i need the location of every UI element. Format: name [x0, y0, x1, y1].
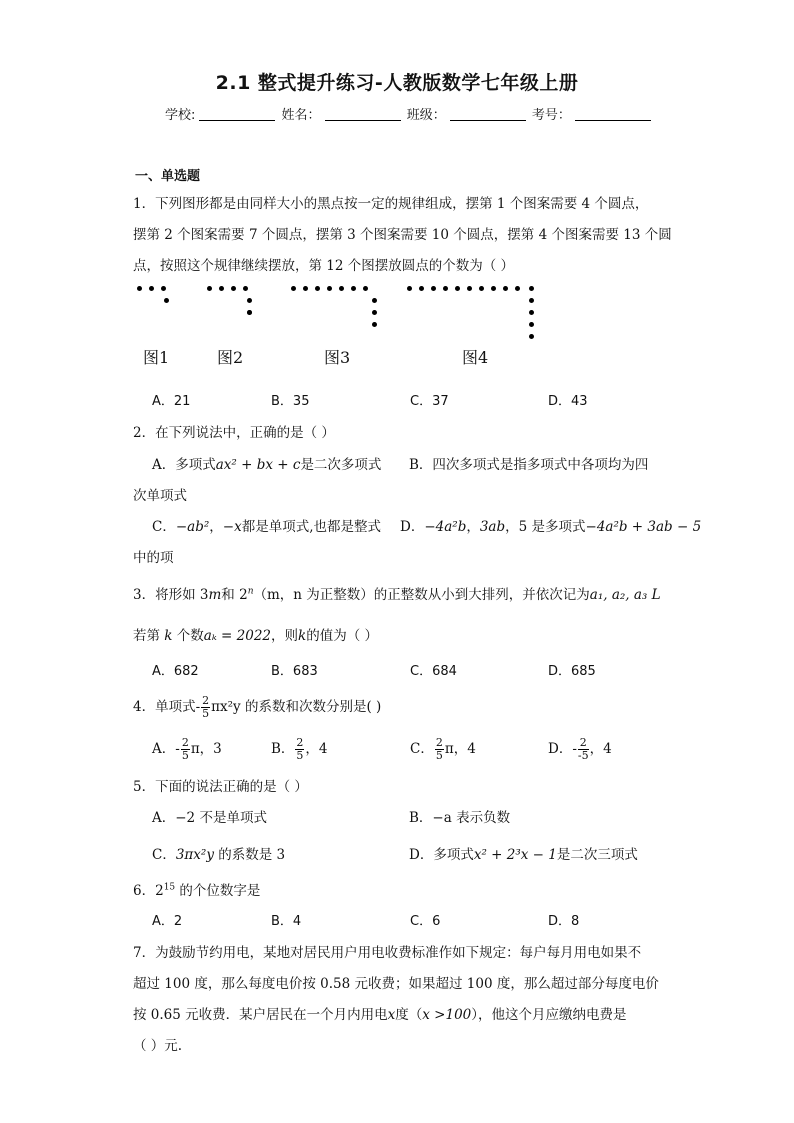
exam-no-field[interactable] [575, 107, 651, 121]
q4-c-fraction [435, 737, 444, 762]
q1-option-a[interactable]: A．21 [152, 394, 191, 409]
q3-l1-seq: a₁, a₂, a₃ L [589, 587, 661, 603]
q4-option-d[interactable] [548, 737, 612, 762]
q6-stem-pre: 6． [133, 883, 156, 899]
q4-d-frac-num: 2 [579, 736, 587, 749]
q6-stem-base: 2 [155, 883, 164, 899]
q3-l2-k2: k [298, 628, 307, 644]
fig-label-3: 图3 [324, 348, 351, 367]
q4-c-frac-den: 5 [435, 749, 443, 762]
q5-option-c[interactable] [152, 843, 285, 863]
fig-label-2: 图2 [217, 348, 244, 367]
q7-l3-pre: 按 0.65 元收费．某户居民在一个月内用电 [133, 1007, 388, 1023]
q2-c-expr1: −ab² [175, 519, 210, 535]
q3-l2-pre: 若第 [133, 628, 160, 644]
q4-d-post: ，4 [589, 741, 612, 757]
dot [351, 286, 356, 291]
q1-line1: 1．下列图形都是由同样大小的黑点按一定的规律组成，摆第 1 个图案需要 4 个圆点， [133, 196, 649, 212]
q5-c-expr: 3πx²y [175, 847, 214, 863]
q4-a-frac-num: 2 [181, 736, 189, 749]
q6-option-c[interactable]: C．6 [410, 914, 441, 929]
q4-a-post: π，3 [190, 741, 222, 757]
dot [467, 286, 472, 291]
dot [503, 286, 508, 291]
dot [455, 286, 460, 291]
q7-line3 [133, 1003, 627, 1023]
q1-option-d[interactable]: D．43 [548, 394, 588, 409]
q3-l1-m: m [208, 587, 222, 603]
dot [529, 334, 534, 339]
q4-c-pre: C． [410, 741, 434, 757]
page-title: 2.1 整式提升练习-人教版数学七年级上册 [215, 72, 579, 94]
q3-l2-expr: aₖ = 2022 [203, 628, 272, 644]
q3-l1-and: 和 2 [221, 587, 248, 603]
q4-option-a[interactable] [152, 737, 222, 762]
q2-option-a[interactable] [152, 453, 381, 473]
student-info-row [165, 104, 653, 123]
q2-c-expr2: −x [222, 519, 242, 535]
q1-option-c[interactable]: C．37 [410, 394, 449, 409]
q3-l1-pre: 3．将形如 3 [133, 587, 209, 603]
class-label: 班级： [406, 108, 446, 123]
q4-b-pre: B． [271, 741, 295, 757]
q4-stem-frac-num: 2 [202, 694, 210, 707]
q4-stem-fraction [201, 695, 210, 720]
q4-a-pre: A．- [152, 741, 180, 757]
dot [431, 286, 436, 291]
q2-d-mid2: ，5 是多项式 [505, 519, 586, 535]
q7-line2: 超过 100 度，那么每度电价按 0.58 元收费；如果超过 100 度，那么超过部分每度电价 [133, 976, 659, 992]
q3-option-b[interactable]: B．683 [271, 664, 318, 679]
dot [372, 298, 377, 303]
dot [247, 298, 252, 303]
q4-b-post: ，4 [305, 741, 328, 757]
q3-l1-post: （m，n 为正整数）的正整数从小到大排列，并依次记为 [253, 587, 590, 603]
q2-a-prefix: A．多项式 [152, 457, 216, 473]
q7-l3-x: x [387, 1007, 396, 1023]
q4-a-fraction [181, 737, 190, 762]
q3-option-c[interactable]: C．684 [410, 664, 457, 679]
q4-b-frac-num: 2 [296, 736, 304, 749]
q7-l3-post: ），他这个月应缴纳电费是 [471, 1007, 627, 1023]
q3-option-d[interactable]: D．685 [548, 664, 596, 679]
q4-stem-post: πx²y 的系数和次数分别是( ) [211, 699, 382, 715]
q5-option-b[interactable]: B．−a 表示负数 [409, 810, 511, 826]
q5-option-a[interactable]: A．−2 不是单项式 [152, 810, 267, 826]
q2-d-prefix: D． [400, 519, 425, 535]
dot [443, 286, 448, 291]
q7-l3-mid: 度（ [395, 1007, 423, 1023]
q4-d-fraction [578, 737, 589, 762]
dot [247, 310, 252, 315]
q6-stem-exp: 15 [163, 882, 176, 893]
dot [419, 286, 424, 291]
q4-d-pre: D．- [548, 741, 577, 757]
q1-line3: 点，按照这个规律继续摆放，第 12 个图摆放圆点的个数为（ ） [133, 258, 515, 274]
q7-line4: （ ）元. [133, 1038, 183, 1054]
q5-c-post: 的系数是 3 [213, 847, 286, 863]
q3-l2-end: 的值为（ ） [306, 628, 378, 644]
q2-d-expr3: −4a²b + 3ab − 5 [585, 519, 702, 535]
school-label: 学校: [165, 108, 196, 123]
q2-c-sep: ， [209, 519, 223, 535]
q1-option-b[interactable]: B．35 [271, 394, 310, 409]
dot [161, 286, 166, 291]
dot [372, 322, 377, 327]
q3-l1-n: n [247, 586, 254, 597]
dot [137, 286, 142, 291]
q6-stem [133, 879, 260, 899]
q6-option-b[interactable]: B．4 [271, 914, 302, 929]
q6-option-d[interactable]: D．8 [548, 914, 580, 929]
q2-option-d[interactable] [400, 515, 701, 535]
q5-stem: 5．下面的说法正确的是（ ） [133, 779, 308, 795]
dot [291, 286, 296, 291]
q2-d-expr1: −4a²b [424, 519, 467, 535]
q2-a-suffix: 是二次多项式 [300, 457, 382, 473]
q4-a-frac-den: 5 [181, 749, 189, 762]
q4-c-post: π，4 [444, 741, 476, 757]
q5-c-pre: C． [152, 847, 176, 863]
dot [303, 286, 308, 291]
dot [407, 286, 412, 291]
q2-d-mid1: ， [466, 519, 480, 535]
section-heading: 一、单选题 [135, 169, 201, 184]
dot [491, 286, 496, 291]
dot [372, 310, 377, 315]
dot [164, 298, 169, 303]
q2-stem: 2．在下列说法中，正确的是（ ） [133, 425, 335, 441]
dot [339, 286, 344, 291]
q7-line1: 7．为鼓励节约用电，某地对居民用户用电收费标准作如下规定：每户每月用电如果不 [133, 945, 642, 961]
dot [219, 286, 224, 291]
exam-no-label: 考号： [531, 108, 571, 123]
q4-option-b[interactable] [271, 737, 328, 762]
name-field[interactable] [325, 107, 401, 121]
fig-label-1: 图1 [143, 348, 170, 367]
q4-d-frac-den: -5 [577, 749, 589, 762]
dot [243, 286, 248, 291]
q5-d-expr: x² + 2³x − 1 [473, 847, 557, 863]
q6-option-a[interactable]: A．2 [152, 914, 183, 929]
q2-c-suffix: 都是单项式,也都是整式 [241, 519, 381, 535]
dot [529, 298, 534, 303]
dot [363, 286, 368, 291]
q4-b-fraction [295, 737, 304, 762]
q2-a-expr: ax² + bx + c [215, 457, 301, 473]
q3-l2-mid: 个数 [176, 628, 204, 644]
q5-d-pre: D．多项式 [409, 847, 474, 863]
dot [515, 286, 520, 291]
dot [327, 286, 332, 291]
q2-option-b-cont: 次单项式 [133, 488, 187, 504]
q2-d-expr2: 3ab [479, 519, 506, 535]
q3-line1 [133, 583, 661, 603]
q5-option-d[interactable] [409, 843, 638, 863]
q3-l2-k: k [164, 628, 173, 644]
q2-option-b[interactable]: B．四次多项式是指多项式中各项均为四 [409, 457, 649, 473]
class-field[interactable] [450, 107, 526, 121]
q5-d-post: 是二次三项式 [556, 847, 638, 863]
q3-l2-post: ，则 [271, 628, 299, 644]
name-label: 姓名： [281, 108, 321, 123]
school-field[interactable] [199, 107, 275, 121]
dot [149, 286, 154, 291]
q3-option-a[interactable]: A．682 [152, 664, 199, 679]
q1-line2: 摆第 2 个图案需要 7 个圆点，摆第 3 个图案需要 10 个圆点，摆第 4 个图案需要 13 个圆 [133, 227, 672, 243]
dot [207, 286, 212, 291]
q3-line2 [133, 624, 378, 644]
dot [529, 286, 534, 291]
q4-stem-frac-den: 5 [202, 707, 210, 720]
fig-label-4: 图4 [462, 348, 489, 367]
q4-stem [133, 695, 381, 720]
q4-c-frac-num: 2 [435, 736, 443, 749]
q7-l3-cond: x >100 [422, 1007, 472, 1023]
q4-b-frac-den: 5 [296, 749, 304, 762]
q4-option-c[interactable] [410, 737, 476, 762]
q4-stem-pre: 4．单项式- [133, 699, 201, 715]
dot [479, 286, 484, 291]
q6-stem-post: 的个位数字是 [175, 883, 261, 899]
q2-option-d-cont: 中的项 [133, 550, 174, 566]
q2-c-prefix: C． [152, 519, 176, 535]
dot [231, 286, 236, 291]
q2-option-c[interactable] [152, 515, 381, 535]
dot [529, 310, 534, 315]
dot [315, 286, 320, 291]
dot [529, 322, 534, 327]
